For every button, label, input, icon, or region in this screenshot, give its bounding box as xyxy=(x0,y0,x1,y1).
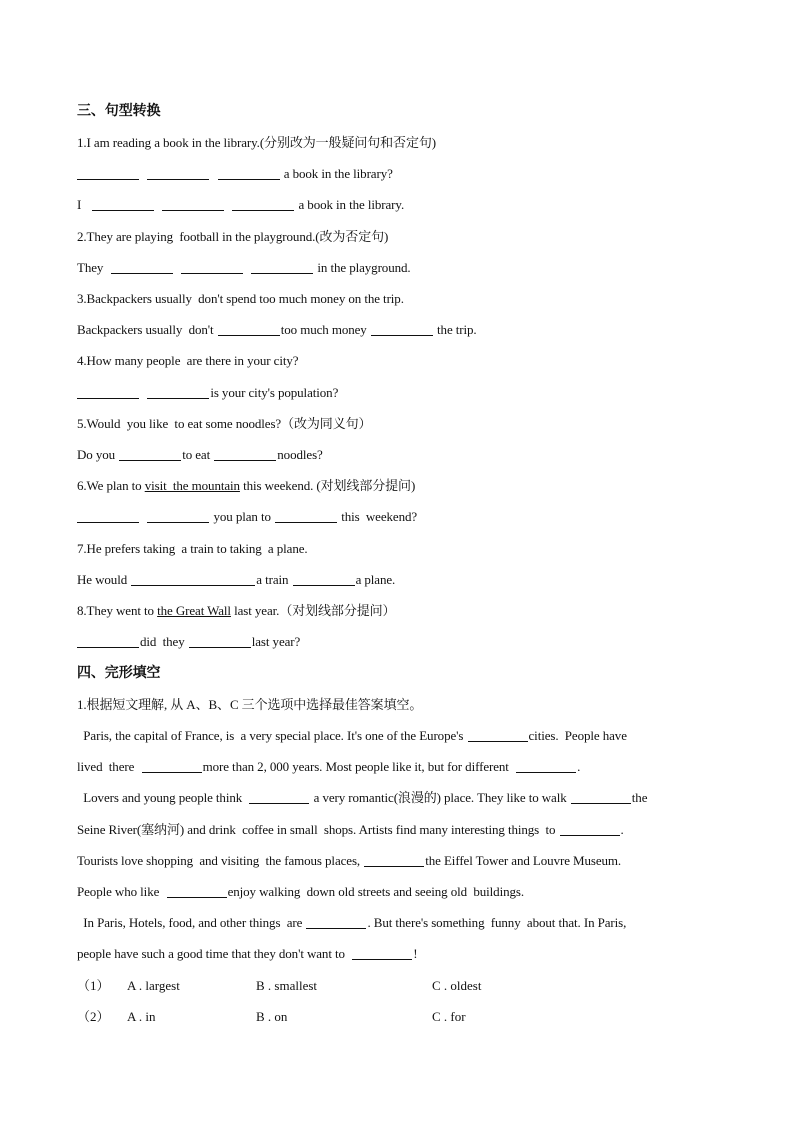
q5-answer-start: Do you xyxy=(77,447,116,462)
q8-stem-start: 8.They went to xyxy=(77,603,154,618)
q2-answer xyxy=(77,260,411,276)
passage-text: the xyxy=(631,790,648,805)
q6-stem xyxy=(77,478,415,494)
passage-text: a very romantic(浪漫的) place. They like to walk xyxy=(313,790,567,805)
q4-stem: 4.How many people are there in your city? xyxy=(77,353,299,368)
cloze-blank[interactable] xyxy=(364,854,424,867)
answer-blank[interactable] xyxy=(77,635,139,648)
passage-p3-line1 xyxy=(77,915,626,931)
passage-text: . xyxy=(577,759,581,774)
passage-p3-line2 xyxy=(77,946,417,962)
q3-answer-end: the trip. xyxy=(437,322,477,337)
passage-text: ! xyxy=(413,946,418,961)
q1-answer-a-text: a book in the library? xyxy=(283,166,393,181)
q6-answer xyxy=(77,509,417,525)
passage-text: Paris, the capital of France, is a very special place. It's one of the Europe's xyxy=(77,728,464,743)
answer-blank[interactable] xyxy=(181,261,243,274)
q3-answer-mid: too much money xyxy=(280,322,367,337)
q4-answer xyxy=(77,385,338,401)
passage-text: the Eiffel Tower and Louvre Museum. xyxy=(425,853,622,868)
cloze-instruction: 1.根据短文理解, 从 A、B、C 三个选项中选择最佳答案填空。 xyxy=(77,697,423,712)
q8-stem-underlined: the Great Wall xyxy=(157,603,231,618)
option-a[interactable]: A . in xyxy=(127,1009,156,1024)
q8-answer-mid: did they xyxy=(140,634,185,649)
q6-stem-end: this weekend. (对划线部分提问) xyxy=(243,478,416,493)
q5-answer-mid: to eat xyxy=(182,447,211,462)
q7-answer xyxy=(77,572,395,588)
q8-answer xyxy=(77,634,300,650)
answer-blank[interactable] xyxy=(214,448,276,461)
q3-answer-start: Backpackers usually don't xyxy=(77,322,214,337)
q1-stem: 1.I am reading a book in the library.(分别改为一般疑问句和否定句) xyxy=(77,135,436,150)
passage-text: enjoy walking down old streets and seeing old buildings. xyxy=(227,884,524,899)
cloze-blank[interactable] xyxy=(142,760,202,773)
q3-answer xyxy=(77,322,477,338)
q7-answer-mid: a train xyxy=(256,572,289,587)
q3-stem: 3.Backpackers usually don't spend too much money on the trip. xyxy=(77,291,404,306)
answer-blank[interactable] xyxy=(131,573,255,586)
q2-answer-start: They xyxy=(77,260,104,275)
passage-text: In Paris, Hotels, food, and other things are xyxy=(77,915,303,930)
q4-answer-text: is your city's population? xyxy=(210,385,339,400)
q1-answer-b-text: a book in the library. xyxy=(298,197,405,212)
q7-stem: 7.He prefers taking a train to taking a plane. xyxy=(77,541,308,556)
q6-stem-underlined: visit the mountain xyxy=(144,478,240,493)
q7-answer-start: He would xyxy=(77,572,128,587)
cloze-blank[interactable] xyxy=(468,729,528,742)
option-c[interactable]: C . oldest xyxy=(432,978,482,993)
q6-answer-end: this weekend? xyxy=(341,509,418,524)
q6-stem-start: 6.We plan to xyxy=(77,478,142,493)
passage-p2-line1 xyxy=(77,790,647,806)
answer-blank[interactable] xyxy=(147,386,209,399)
option-c[interactable]: C . for xyxy=(432,1009,466,1024)
q6-answer-mid: you plan to xyxy=(213,509,271,524)
answer-blank[interactable] xyxy=(77,167,139,180)
section-3-heading: 三、句型转换 xyxy=(77,103,161,119)
passage-text: . But there's something funny about that. In Paris, xyxy=(367,915,627,930)
option-a[interactable]: A . largest xyxy=(127,978,180,993)
answer-blank[interactable] xyxy=(111,261,173,274)
passage-text: Tourists love shopping and visiting the famous places, xyxy=(77,853,361,868)
cloze-blank[interactable] xyxy=(306,916,366,929)
answer-blank[interactable] xyxy=(232,198,294,211)
answer-blank[interactable] xyxy=(77,386,139,399)
q1-answer-b xyxy=(77,197,404,213)
cloze-blank[interactable] xyxy=(560,823,620,836)
q1-answer-b-start: I xyxy=(77,197,82,212)
cloze-blank[interactable] xyxy=(352,947,412,960)
section-4-heading: 四、完形填空 xyxy=(77,665,161,681)
answer-blank[interactable] xyxy=(293,573,355,586)
cloze-blank[interactable] xyxy=(571,791,631,804)
q1-answer-a xyxy=(77,166,393,182)
passage-text: people have such a good time that they don't want to xyxy=(77,946,345,961)
q2-stem: 2.They are playing football in the playground.(改为否定句) xyxy=(77,229,389,244)
passage-text: . xyxy=(620,822,624,837)
q8-stem xyxy=(77,603,395,619)
passage-p2-line4 xyxy=(77,884,524,900)
cloze-blank[interactable] xyxy=(516,760,576,773)
q8-stem-end: last year.（对划线部分提问） xyxy=(234,603,396,618)
answer-blank[interactable] xyxy=(119,448,181,461)
passage-text: Lovers and young people think xyxy=(77,790,243,805)
passage-text: more than 2, 000 years. Most people like it, but for different xyxy=(202,759,509,774)
q5-answer-end: noodles? xyxy=(277,447,323,462)
answer-blank[interactable] xyxy=(251,261,313,274)
passage-p1-line1 xyxy=(77,728,627,744)
answer-blank[interactable] xyxy=(371,323,433,336)
answer-blank[interactable] xyxy=(218,323,280,336)
answer-blank[interactable] xyxy=(147,510,209,523)
passage-text: cities. People have xyxy=(528,728,627,743)
cloze-blank[interactable] xyxy=(167,885,227,898)
q5-stem: 5.Would you like to eat some noodles?（改为同义句） xyxy=(77,416,372,431)
q2-answer-text: in the playground. xyxy=(317,260,411,275)
answer-blank[interactable] xyxy=(162,198,224,211)
q5-answer xyxy=(77,447,323,463)
passage-text: Seine River(塞纳河) and drink coffee in small shops. Artists find many interesting things to xyxy=(77,822,556,837)
answer-blank[interactable] xyxy=(189,635,251,648)
answer-blank[interactable] xyxy=(77,510,139,523)
answer-blank[interactable] xyxy=(275,510,337,523)
option-number: （1） xyxy=(77,978,110,993)
q8-answer-end: last year? xyxy=(251,634,301,649)
passage-text: lived there xyxy=(77,759,135,774)
answer-blank[interactable] xyxy=(218,167,280,180)
q7-answer-end: a plane. xyxy=(355,572,396,587)
passage-p2-line2 xyxy=(77,822,624,838)
cloze-blank[interactable] xyxy=(249,791,309,804)
answer-blank[interactable] xyxy=(92,198,154,211)
passage-text: People who like xyxy=(77,884,160,899)
passage-p1-line2 xyxy=(77,759,580,775)
option-number: （2） xyxy=(77,1009,110,1024)
option-b[interactable]: B . smallest xyxy=(256,978,318,993)
option-b[interactable]: B . on xyxy=(256,1009,288,1024)
answer-blank[interactable] xyxy=(147,167,209,180)
passage-p2-line3 xyxy=(77,853,621,869)
